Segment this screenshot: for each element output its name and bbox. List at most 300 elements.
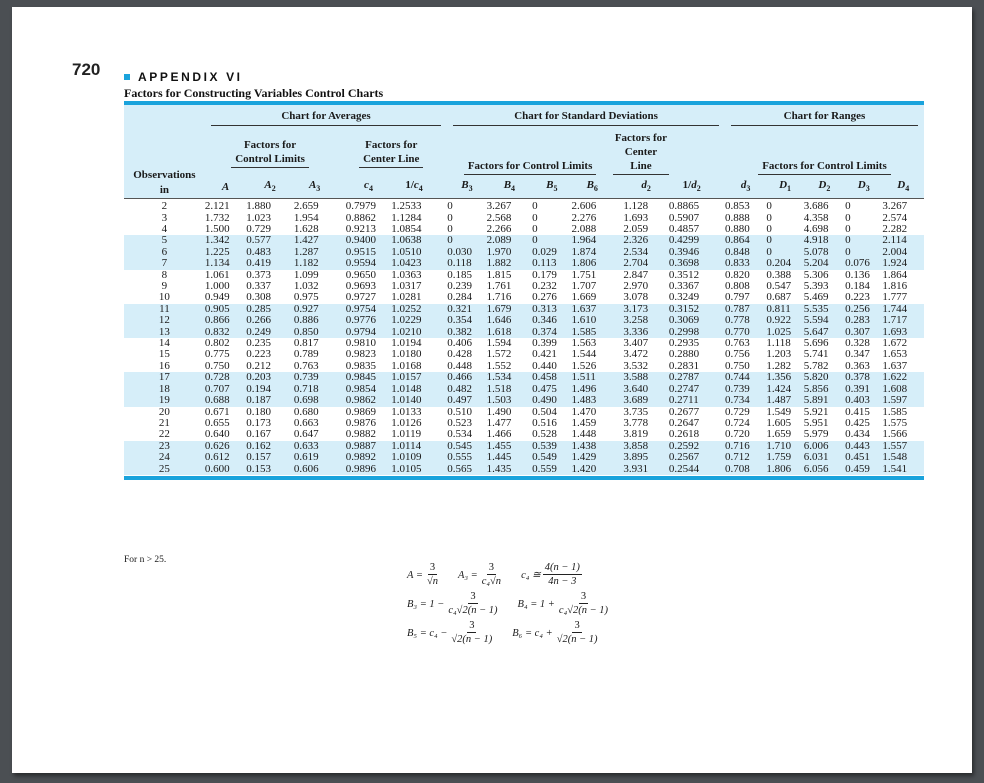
value-cell: 1.0180 bbox=[391, 348, 422, 361]
value-cell: 0.428 bbox=[447, 348, 472, 361]
table-row bbox=[124, 464, 924, 475]
value-cell: 0 bbox=[766, 211, 772, 224]
value-cell: 0.619 bbox=[294, 452, 335, 463]
gap-cell bbox=[613, 315, 623, 326]
value-cell: 1.342 bbox=[205, 235, 246, 246]
value-cell: 0.770 bbox=[725, 327, 766, 338]
value-cell: 1.182 bbox=[294, 258, 335, 269]
value-cell: 0 bbox=[447, 223, 453, 235]
gap-cell bbox=[613, 213, 623, 224]
value-cell: 4.358 bbox=[803, 211, 829, 224]
value-cell: 2.282 bbox=[882, 223, 908, 235]
value-cell: 0.425 bbox=[845, 416, 870, 429]
sample-size-cell: 25 bbox=[124, 464, 205, 475]
gap-cell bbox=[335, 464, 345, 475]
value-cell: 1.424 bbox=[766, 384, 803, 395]
value-cell: 0.729 bbox=[246, 223, 271, 235]
value-cell: 0.559 bbox=[532, 464, 571, 475]
value-cell: 0.789 bbox=[293, 348, 319, 361]
gap-cell bbox=[613, 464, 623, 475]
value-cell: 0.832 bbox=[205, 327, 246, 338]
observations-header bbox=[124, 105, 205, 199]
value-cell: 3.640 bbox=[623, 384, 669, 395]
value-cell: 1.880 bbox=[246, 200, 271, 213]
value-cell: 0.4299 bbox=[669, 235, 715, 246]
gap-cell bbox=[437, 429, 447, 440]
group-chart-ranges: Chart for Ranges bbox=[725, 105, 924, 128]
gap-cell bbox=[714, 441, 724, 452]
col-d3: $d_3$ bbox=[725, 175, 766, 199]
value-cell: 0.724 bbox=[724, 416, 750, 429]
obs-header-line2: in bbox=[159, 184, 169, 197]
value-cell: 0.9693 bbox=[345, 280, 376, 293]
value-cell: 0.763 bbox=[293, 359, 319, 372]
value-cell: 0.180 bbox=[246, 405, 271, 418]
value-cell: 0 bbox=[532, 211, 538, 224]
value-cell: 0.9854 bbox=[346, 384, 392, 395]
value-cell: 1.435 bbox=[487, 464, 533, 475]
value-cell: 0.9594 bbox=[346, 258, 392, 269]
value-cell: 0.321 bbox=[447, 304, 486, 315]
value-cell: 0.2544 bbox=[669, 464, 715, 475]
value-cell: 1.0363 bbox=[391, 268, 422, 281]
formula-row-3 bbox=[407, 620, 628, 646]
gap-cell bbox=[335, 361, 345, 372]
value-cell: 2.659 bbox=[293, 200, 319, 213]
value-cell: 1.679 bbox=[487, 304, 533, 315]
value-cell: 1.448 bbox=[571, 428, 597, 441]
col-inv-c4: $1/c_4$ bbox=[391, 175, 437, 199]
value-cell: 0.9882 bbox=[345, 428, 376, 441]
gap-cell bbox=[437, 338, 447, 349]
formula-B4: B₄ = 1 + $\frac{3}{\text{c₄√2(n − 1)}}$ bbox=[517, 591, 609, 616]
value-cell: 0.9862 bbox=[346, 395, 392, 406]
value-cell: 0.443 bbox=[845, 441, 882, 452]
gap-cell bbox=[335, 384, 345, 395]
value-cell: 5.535 bbox=[804, 304, 845, 315]
table-row bbox=[124, 315, 924, 326]
gap-cell bbox=[335, 292, 345, 303]
col-B3: $B_3$ bbox=[447, 175, 486, 199]
value-cell: 0.185 bbox=[447, 268, 472, 281]
value-cell: 0.167 bbox=[246, 428, 271, 441]
value-cell: 0.5907 bbox=[668, 211, 700, 224]
value-cell: 1.806 bbox=[572, 258, 613, 269]
value-cell: 0.483 bbox=[246, 247, 294, 258]
gap-cell bbox=[335, 395, 345, 406]
gap-cell bbox=[714, 338, 724, 349]
sample-size-cell: 20 bbox=[158, 405, 170, 418]
formulas-block bbox=[407, 562, 628, 649]
value-cell: 0.866 bbox=[205, 315, 246, 326]
value-cell: 1.0317 bbox=[391, 280, 422, 293]
value-cell: 1.134 bbox=[205, 258, 246, 269]
gap-cell bbox=[335, 429, 345, 440]
value-cell: 3.532 bbox=[623, 359, 649, 372]
value-cell: 1.0140 bbox=[391, 395, 437, 406]
value-cell: 1.597 bbox=[882, 395, 924, 406]
formula-B6: B₆ = c₄ + $\frac{3}{√2(n - 1)}$ bbox=[512, 620, 598, 645]
formula-A: A = $\frac{3}{√n}$ bbox=[407, 562, 438, 587]
value-cell: 0.284 bbox=[447, 291, 472, 304]
value-cell: 1.2533 bbox=[391, 200, 422, 213]
value-cell: 1.717 bbox=[882, 315, 924, 326]
col-A2: $A_2$ bbox=[246, 175, 294, 199]
value-cell: 0 bbox=[766, 247, 803, 258]
value-cell: 0.204 bbox=[766, 258, 803, 269]
value-cell: 0.655 bbox=[204, 416, 230, 429]
value-cell: 1.566 bbox=[882, 428, 908, 441]
value-cell: 2.088 bbox=[571, 223, 597, 235]
value-cell: 3.735 bbox=[623, 405, 649, 418]
value-cell: 0.744 bbox=[725, 372, 766, 383]
value-cell: 0.663 bbox=[293, 416, 319, 429]
value-cell: 1.496 bbox=[572, 384, 613, 395]
value-cell: 0.2711 bbox=[669, 395, 715, 406]
sample-size-cell: 12 bbox=[124, 315, 205, 326]
value-cell: 3.931 bbox=[623, 464, 669, 475]
value-cell: 1.874 bbox=[572, 247, 613, 258]
value-cell: 0.212 bbox=[246, 359, 271, 372]
value-cell: 5.078 bbox=[804, 247, 845, 258]
value-cell: 0.239 bbox=[447, 280, 472, 293]
gap-cell bbox=[613, 258, 623, 269]
value-cell: 0 bbox=[532, 200, 538, 213]
value-cell: 1.0105 bbox=[391, 464, 437, 475]
value-cell: 0.354 bbox=[447, 315, 486, 326]
subgroup-r-control-limits: Factors for Control Limits bbox=[725, 128, 924, 175]
value-cell: 1.585 bbox=[882, 405, 908, 418]
value-cell: 0.118 bbox=[447, 258, 486, 269]
sample-size-cell: 16 bbox=[158, 359, 170, 372]
value-cell: 1.0638 bbox=[391, 235, 437, 246]
sample-size-cell: 24 bbox=[124, 452, 205, 463]
value-cell: 0.337 bbox=[246, 280, 271, 293]
gap-cell bbox=[714, 361, 724, 372]
gap-cell bbox=[437, 292, 447, 303]
value-cell: 0.820 bbox=[724, 268, 750, 281]
value-cell: 0.459 bbox=[845, 464, 882, 475]
value-cell: 5.782 bbox=[803, 359, 829, 372]
value-cell: 0.9776 bbox=[346, 315, 392, 326]
value-cell: 5.594 bbox=[804, 315, 845, 326]
col-D2: $D_2$ bbox=[804, 175, 845, 199]
value-cell: 1.203 bbox=[766, 348, 792, 361]
gap-cell bbox=[714, 395, 724, 406]
value-cell: 1.637 bbox=[572, 304, 613, 315]
value-cell: 0.113 bbox=[532, 258, 571, 269]
value-cell: 3.689 bbox=[623, 395, 669, 406]
gap-cell bbox=[714, 213, 724, 224]
subgroup-sd-center-line: Factors for Center Line bbox=[613, 128, 669, 175]
value-cell: 0.9794 bbox=[346, 327, 392, 338]
value-cell: 0.9869 bbox=[345, 405, 376, 418]
gap-cell bbox=[437, 235, 447, 246]
gap-cell bbox=[437, 270, 447, 281]
value-cell: 1.459 bbox=[571, 416, 597, 429]
value-cell: 3.258 bbox=[623, 315, 669, 326]
col-B4: $B_4$ bbox=[487, 175, 533, 199]
value-cell: 1.0281 bbox=[391, 291, 422, 304]
value-cell: 5.979 bbox=[803, 428, 829, 441]
value-cell: 0.9896 bbox=[346, 464, 392, 475]
value-cell: 0.817 bbox=[293, 337, 319, 350]
value-cell: 1.0114 bbox=[391, 441, 437, 452]
gap-cell bbox=[437, 395, 447, 406]
value-cell: 0.9823 bbox=[345, 348, 376, 361]
value-cell: 1.563 bbox=[571, 337, 597, 350]
value-cell: 1.470 bbox=[571, 405, 597, 418]
footnote: For n > 25. bbox=[124, 555, 167, 565]
value-cell: 0.848 bbox=[725, 247, 766, 258]
value-cell: 0.633 bbox=[294, 441, 335, 452]
value-cell: 0.029 bbox=[532, 247, 571, 258]
formula-c4: c₄ ≅ $\frac{4(n - 1)}{4n - 3}$ bbox=[521, 562, 580, 587]
value-cell: 0.2647 bbox=[668, 416, 700, 429]
bullet-square-icon bbox=[124, 74, 130, 80]
value-cell: 1.594 bbox=[486, 337, 512, 350]
value-cell: 0.153 bbox=[246, 464, 294, 475]
value-cell: 1.0119 bbox=[391, 428, 422, 441]
value-cell: 1.225 bbox=[205, 247, 246, 258]
factors-table-container bbox=[124, 101, 924, 480]
value-cell: 1.503 bbox=[487, 395, 533, 406]
value-cell: 1.761 bbox=[486, 280, 512, 293]
gap-cell bbox=[335, 372, 345, 383]
value-cell: 0.763 bbox=[724, 337, 750, 350]
value-cell: 1.438 bbox=[572, 441, 613, 452]
value-cell: 1.693 bbox=[882, 327, 924, 338]
gap-cell bbox=[335, 270, 345, 281]
value-cell: 1.427 bbox=[294, 235, 335, 246]
value-cell: 0 bbox=[766, 235, 803, 246]
gap-cell bbox=[714, 384, 724, 395]
gap-cell bbox=[437, 441, 447, 452]
value-cell: 0 bbox=[447, 235, 486, 246]
gap-cell bbox=[714, 235, 724, 246]
value-cell: 0.9515 bbox=[346, 247, 392, 258]
gap-cell bbox=[714, 327, 724, 338]
value-cell: 0.399 bbox=[532, 337, 557, 350]
gap-cell bbox=[613, 304, 623, 315]
gap-cell bbox=[613, 407, 623, 418]
value-cell: 0.497 bbox=[447, 395, 486, 406]
value-cell: 1.572 bbox=[486, 348, 512, 361]
value-cell: 0.534 bbox=[447, 428, 472, 441]
value-cell: 5.951 bbox=[803, 416, 829, 429]
value-cell: 3.778 bbox=[623, 416, 649, 429]
value-cell: 0.482 bbox=[447, 384, 486, 395]
gap-cell bbox=[335, 452, 345, 463]
gap-cell bbox=[335, 315, 345, 326]
value-cell: 1.672 bbox=[882, 337, 908, 350]
value-cell: 0.421 bbox=[532, 348, 557, 361]
gap-cell bbox=[714, 464, 724, 475]
value-cell: 1.420 bbox=[572, 464, 613, 475]
value-cell: 1.552 bbox=[486, 359, 512, 372]
gap-cell bbox=[437, 452, 447, 463]
value-cell: 0.346 bbox=[532, 315, 571, 326]
value-cell: 6.006 bbox=[804, 441, 845, 452]
sample-size-cell: 7 bbox=[124, 258, 205, 269]
value-cell: 0.9845 bbox=[346, 372, 392, 383]
gap-cell bbox=[335, 327, 345, 338]
value-cell: 0.3367 bbox=[668, 280, 700, 293]
value-cell: 0.7979 bbox=[345, 200, 376, 213]
gap-cell bbox=[437, 327, 447, 338]
value-cell: 0.707 bbox=[205, 384, 246, 395]
value-cell: 0 bbox=[532, 235, 571, 246]
sample-size-cell: 2 bbox=[161, 200, 168, 213]
value-cell: 1.646 bbox=[487, 315, 533, 326]
value-cell: 2.568 bbox=[486, 211, 512, 224]
value-cell: 1.716 bbox=[486, 291, 512, 304]
value-cell: 1.548 bbox=[882, 452, 924, 463]
sample-size-cell: 17 bbox=[124, 372, 205, 383]
value-cell: 0.285 bbox=[246, 304, 294, 315]
value-cell: 0.458 bbox=[532, 372, 571, 383]
value-cell: 1.610 bbox=[572, 315, 613, 326]
value-cell: 0.3152 bbox=[669, 304, 715, 315]
value-cell: 0.797 bbox=[724, 291, 750, 304]
value-cell: 3.078 bbox=[623, 291, 649, 304]
value-cell: 0.030 bbox=[447, 247, 486, 258]
page-number: 720 bbox=[72, 60, 101, 79]
subgroup-avg-control-limits: Factors for Control Limits bbox=[205, 128, 336, 175]
value-cell: 0.9213 bbox=[345, 223, 376, 235]
value-cell: 1.118 bbox=[766, 337, 791, 350]
gap-cell bbox=[714, 281, 724, 292]
value-cell: 0.528 bbox=[532, 428, 557, 441]
document-page bbox=[12, 7, 972, 773]
sample-size-cell: 21 bbox=[158, 416, 170, 429]
value-cell: 0.223 bbox=[246, 348, 271, 361]
value-cell: 0.256 bbox=[845, 304, 882, 315]
subgroup-sd-control-limits: Factors for Control Limits bbox=[447, 128, 613, 175]
value-cell: 1.541 bbox=[882, 464, 924, 475]
table-row bbox=[124, 258, 924, 269]
value-cell: 0.712 bbox=[725, 452, 766, 463]
value-cell: 0.179 bbox=[532, 268, 557, 281]
gap-cell bbox=[613, 452, 623, 463]
value-cell: 1.483 bbox=[572, 395, 613, 406]
gap-cell bbox=[714, 258, 724, 269]
value-cell: 1.544 bbox=[571, 348, 597, 361]
value-cell: 0.266 bbox=[246, 315, 294, 326]
gap-cell bbox=[437, 281, 447, 292]
value-cell: 0 bbox=[845, 211, 851, 224]
value-cell: 2.266 bbox=[486, 223, 512, 235]
value-cell: 1.455 bbox=[487, 441, 533, 452]
gap-cell bbox=[335, 199, 345, 213]
value-cell: 0.235 bbox=[246, 337, 271, 350]
col-inv-d2: $1/d_2$ bbox=[669, 175, 715, 199]
value-cell: 0.415 bbox=[845, 405, 870, 418]
value-cell: 1.511 bbox=[572, 372, 613, 383]
value-cell: 0.880 bbox=[724, 223, 750, 235]
value-cell: 1.128 bbox=[623, 200, 649, 213]
value-cell: 0.510 bbox=[447, 405, 472, 418]
value-cell: 1.356 bbox=[766, 372, 803, 383]
gap-cell bbox=[613, 224, 623, 235]
value-cell: 0.905 bbox=[205, 304, 246, 315]
value-cell: 5.856 bbox=[804, 384, 845, 395]
value-cell: 1.099 bbox=[293, 268, 319, 281]
value-cell: 5.306 bbox=[803, 268, 829, 281]
value-cell: 1.710 bbox=[766, 441, 803, 452]
value-cell: 1.061 bbox=[204, 268, 230, 281]
value-cell: 0.775 bbox=[204, 348, 230, 361]
value-cell: 0.549 bbox=[532, 452, 571, 463]
value-cell: 0.187 bbox=[246, 395, 294, 406]
value-cell: 0.184 bbox=[845, 280, 870, 293]
value-cell: 0.708 bbox=[725, 464, 766, 475]
gap-cell bbox=[613, 429, 623, 440]
gap-cell bbox=[613, 338, 623, 349]
value-cell: 3.858 bbox=[623, 441, 669, 452]
value-cell: 2.574 bbox=[882, 211, 908, 224]
gap-cell bbox=[714, 199, 724, 213]
sample-size-cell: 19 bbox=[124, 395, 205, 406]
value-cell: 0.136 bbox=[845, 268, 870, 281]
column-symbols-row bbox=[124, 175, 924, 199]
value-cell: 1.693 bbox=[623, 211, 649, 224]
gap-cell bbox=[437, 247, 447, 258]
value-cell: 2.276 bbox=[571, 211, 597, 224]
table-body bbox=[124, 199, 924, 475]
gap-cell bbox=[437, 213, 447, 224]
value-cell: 0.504 bbox=[532, 405, 557, 418]
gap-cell bbox=[613, 199, 623, 213]
value-cell: 6.056 bbox=[804, 464, 845, 475]
value-cell: 1.744 bbox=[882, 304, 924, 315]
gap-cell bbox=[613, 372, 623, 383]
value-cell: 0.647 bbox=[293, 428, 319, 441]
col-A: A bbox=[205, 175, 246, 199]
gap-cell bbox=[437, 349, 447, 360]
value-cell: 1.0210 bbox=[391, 327, 437, 338]
value-cell: 3.686 bbox=[803, 200, 829, 213]
value-cell: 0.313 bbox=[532, 304, 571, 315]
gap-cell bbox=[613, 281, 623, 292]
gap-cell bbox=[714, 372, 724, 383]
value-cell: 1.618 bbox=[487, 327, 533, 338]
value-cell: 0.382 bbox=[447, 327, 486, 338]
value-cell: 0.729 bbox=[724, 405, 750, 418]
value-cell: 0.2567 bbox=[669, 452, 715, 463]
subgroup-avg-center-line: Factors for Center Line bbox=[346, 128, 437, 175]
value-cell: 0.448 bbox=[447, 359, 472, 372]
value-cell: 0.328 bbox=[845, 337, 870, 350]
formula-A3: A₃ = $\frac{3}{\text{c₄√n}}$ bbox=[457, 562, 502, 587]
gap-cell bbox=[335, 281, 345, 292]
value-cell: 1.000 bbox=[204, 280, 230, 293]
value-cell: 1.287 bbox=[294, 247, 335, 258]
value-cell: 1.032 bbox=[293, 280, 319, 293]
value-cell: 1.557 bbox=[882, 441, 924, 452]
value-cell: 2.970 bbox=[623, 280, 649, 293]
value-cell: 0.787 bbox=[725, 304, 766, 315]
value-cell: 1.0133 bbox=[391, 405, 422, 418]
value-cell: 3.588 bbox=[623, 372, 669, 383]
gap-cell bbox=[437, 361, 447, 372]
table-row bbox=[124, 395, 924, 406]
value-cell: 0.347 bbox=[845, 348, 870, 361]
value-cell: 0.249 bbox=[246, 327, 294, 338]
value-cell: 0.626 bbox=[205, 441, 246, 452]
value-cell: 0.466 bbox=[447, 372, 486, 383]
value-cell: 0 bbox=[447, 211, 453, 224]
